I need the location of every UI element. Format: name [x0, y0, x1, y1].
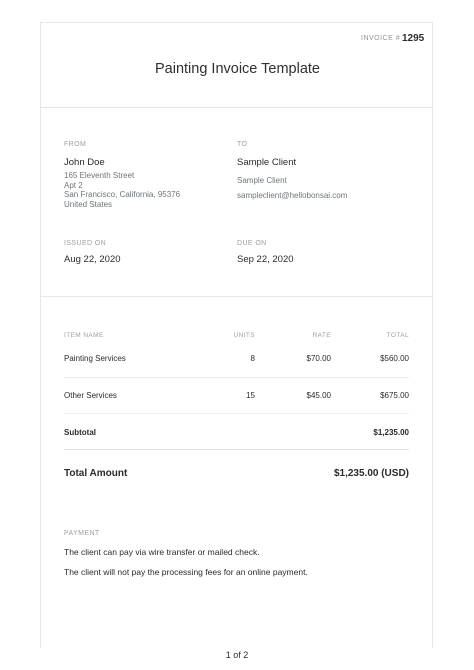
item-name: Other Services — [64, 391, 117, 400]
payment-note: The client will not pay the processing fees for an online payment. — [64, 567, 308, 577]
divider — [41, 107, 432, 108]
row-divider — [64, 413, 409, 414]
column-header-units: UNITS — [233, 332, 255, 339]
column-header-rate: RATE — [312, 332, 331, 339]
to-client-line: Sample Client — [237, 176, 287, 185]
payment-label: PAYMENT — [64, 530, 100, 537]
payment-note: The client can pay via wire transfer or mailed check. — [64, 547, 260, 557]
from-address-line: Apt 2 — [64, 180, 83, 190]
to-email: sampleclient@hellobonsai.com — [237, 191, 348, 200]
column-header-item-name: ITEM NAME — [64, 332, 104, 339]
from-label: FROM — [64, 141, 87, 148]
column-header-total: TOTAL — [386, 332, 409, 339]
issued-on-label: ISSUED ON — [64, 240, 107, 247]
to-name: Sample Client — [237, 157, 297, 168]
from-name: John Doe — [64, 157, 105, 168]
to-label: TO — [237, 141, 248, 148]
issued-on-date: Aug 22, 2020 — [64, 254, 121, 265]
row-divider — [64, 377, 409, 378]
subtotal-value: $1,235.00 — [373, 428, 409, 437]
item-name: Painting Services — [64, 354, 126, 363]
item-units: 15 — [246, 391, 255, 400]
item-units: 8 — [250, 354, 255, 363]
invoice-title: Painting Invoice Template — [155, 61, 320, 77]
item-total: $560.00 — [380, 354, 409, 363]
from-address-line: San Francisco, California, 95376 — [64, 190, 181, 199]
invoice-number-label: INVOICE # — [361, 35, 401, 42]
invoice-number: 1295 — [402, 33, 425, 44]
subtotal-divider — [64, 449, 409, 450]
due-on-date: Sep 22, 2020 — [237, 254, 294, 265]
divider — [41, 296, 432, 297]
from-address-line: 165 Eleventh Street — [64, 171, 135, 180]
due-on-label: DUE ON — [237, 240, 267, 247]
subtotal-label: Subtotal — [64, 428, 96, 437]
page-number: 1 of 2 — [225, 650, 249, 660]
invoice-page — [40, 22, 433, 648]
item-rate: $70.00 — [306, 354, 331, 363]
total-amount-label: Total Amount — [64, 468, 128, 479]
item-total: $675.00 — [380, 391, 409, 400]
from-address-line: United States — [64, 199, 113, 209]
item-rate: $45.00 — [306, 391, 331, 400]
total-amount-value: $1,235.00 (USD) — [333, 468, 409, 479]
